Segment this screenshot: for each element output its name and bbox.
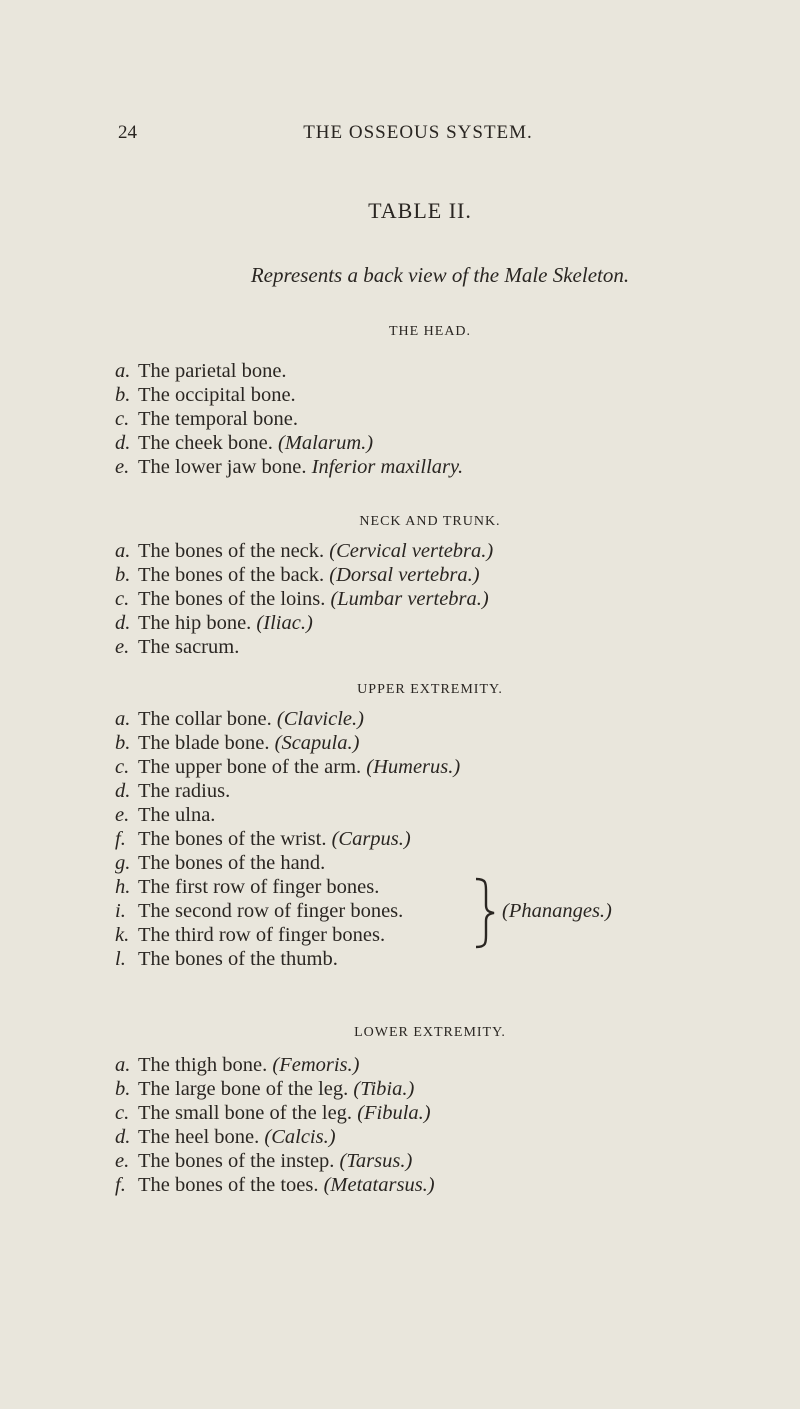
item-latin: (Dorsal vertebra.) [329,564,480,586]
list-item [115,1102,431,1126]
right-brace [472,877,502,949]
list-item [115,732,359,756]
item-latin: (Malarum.) [278,432,374,454]
item-letter: f. [115,1174,126,1196]
item-letter: b. [115,564,131,586]
item-latin: (Humerus.) [366,756,461,778]
item-latin: (Fibula.) [357,1102,431,1124]
item-latin: Inferior maxillary. [311,456,464,478]
item-text: The bones of the loins. [138,588,331,610]
item-text: The small bone of the leg. [138,1102,358,1124]
item-text: The lower jaw bone. [138,456,312,478]
item-letter: f. [115,828,126,850]
item-text: The temporal bone. [138,408,298,430]
list-item [115,540,493,564]
running-title: THE OSSEOUS SYSTEM. [303,122,533,143]
list-item [115,1126,336,1150]
item-letter: d. [115,432,131,454]
item-letter: b. [115,732,131,754]
item-letter: e. [115,1150,130,1172]
item-letter: i. [115,900,126,922]
item-latin: (Femoris.) [272,1054,360,1076]
item-letter: d. [115,780,131,802]
item-letter: h. [115,876,131,898]
table-title: TABLE II. [368,198,472,223]
item-letter: c. [115,588,130,610]
item-text: The bones of the toes. [138,1174,324,1196]
item-latin: (Iliac.) [256,612,313,634]
item-letter: d. [115,612,131,634]
item-text: The ulna. [138,804,216,826]
item-latin: (Metatarsus.) [323,1174,435,1196]
item-letter: b. [115,1078,131,1100]
item-latin: (Carpus.) [331,828,411,850]
item-text: The parietal bone. [138,360,287,382]
item-text: The blade bone. [138,732,275,754]
item-letter: e. [115,636,130,658]
list-item [115,852,325,876]
section-heading-head: THE HEAD. [388,324,472,339]
list-item [115,432,373,456]
section-heading-neck-trunk: NECK AND TRUNK. [359,514,501,529]
item-text: The radius. [138,780,231,802]
item-latin: (Lumbar vertebra.) [330,588,489,610]
item-latin: (Tibia.) [353,1078,415,1100]
list-item [115,456,463,480]
list-item [115,804,215,828]
item-latin: (Clavicle.) [276,708,364,730]
list-item [115,636,239,660]
list-item [115,876,379,900]
item-letter: a. [115,1054,131,1076]
list-item [115,564,480,588]
list-item [115,900,403,924]
item-letter: c. [115,408,130,430]
list-item [115,1078,414,1102]
item-latin: (Scapula.) [274,732,360,754]
item-letter: c. [115,1102,130,1124]
item-text: The bones of the wrist. [138,828,332,850]
list-item [115,1174,435,1198]
item-text: The collar bone. [138,708,277,730]
item-letter: l. [115,948,126,970]
list-item [115,948,338,972]
item-text: The upper bone of the arm. [138,756,367,778]
item-letter: k. [115,924,130,946]
list-item [115,408,298,432]
item-letter: e. [115,456,130,478]
list-item [115,1054,359,1078]
item-text: The bones of the hand. [138,852,326,874]
item-text: The thigh bone. [138,1054,273,1076]
item-letter: a. [115,708,131,730]
item-text: The bones of the instep. [138,1150,340,1172]
item-letter: c. [115,756,130,778]
item-letter: b. [115,384,131,406]
page-number: 24 [118,122,137,143]
section-heading-lower-extremity: LOWER EXTREMITY. [354,1025,506,1040]
list-item [115,828,411,852]
item-text: The first row of finger bones. [138,876,380,898]
list-item [115,612,313,636]
item-text: The third row of finger bones. [138,924,386,946]
item-letter: a. [115,540,131,562]
list-item [115,1150,412,1174]
item-text: The hip bone. [138,612,257,634]
item-latin: (Cervical vertebra.) [329,540,494,562]
list-item [115,708,364,732]
item-letter: a. [115,360,131,382]
item-text: The heel bone. [138,1126,265,1148]
list-item [115,588,489,612]
item-text: The cheek bone. [138,432,279,454]
item-letter: e. [115,804,130,826]
item-text: The bones of the thumb. [138,948,338,970]
item-latin: (Tarsus.) [339,1150,413,1172]
list-item [115,384,296,408]
brace-label: (Phananges.) [502,900,612,922]
item-text: The occipital bone. [138,384,296,406]
item-text: The bones of the back. [138,564,330,586]
section-heading-upper-extremity: UPPER EXTREMITY. [357,682,503,697]
item-latin: (Calcis.) [264,1126,336,1148]
item-text: The sacrum. [138,636,240,658]
item-text: The bones of the neck. [138,540,330,562]
list-item [115,756,460,780]
item-text: The second row of finger bones. [138,900,404,922]
item-text: The large bone of the leg. [138,1078,354,1100]
list-item [115,360,287,384]
list-item [115,924,385,948]
list-item [115,780,230,804]
running-head [118,122,678,148]
item-letter: g. [115,852,131,874]
item-letter: d. [115,1126,131,1148]
table-subtitle: Represents a back view of the Male Skeleton. [250,263,630,287]
